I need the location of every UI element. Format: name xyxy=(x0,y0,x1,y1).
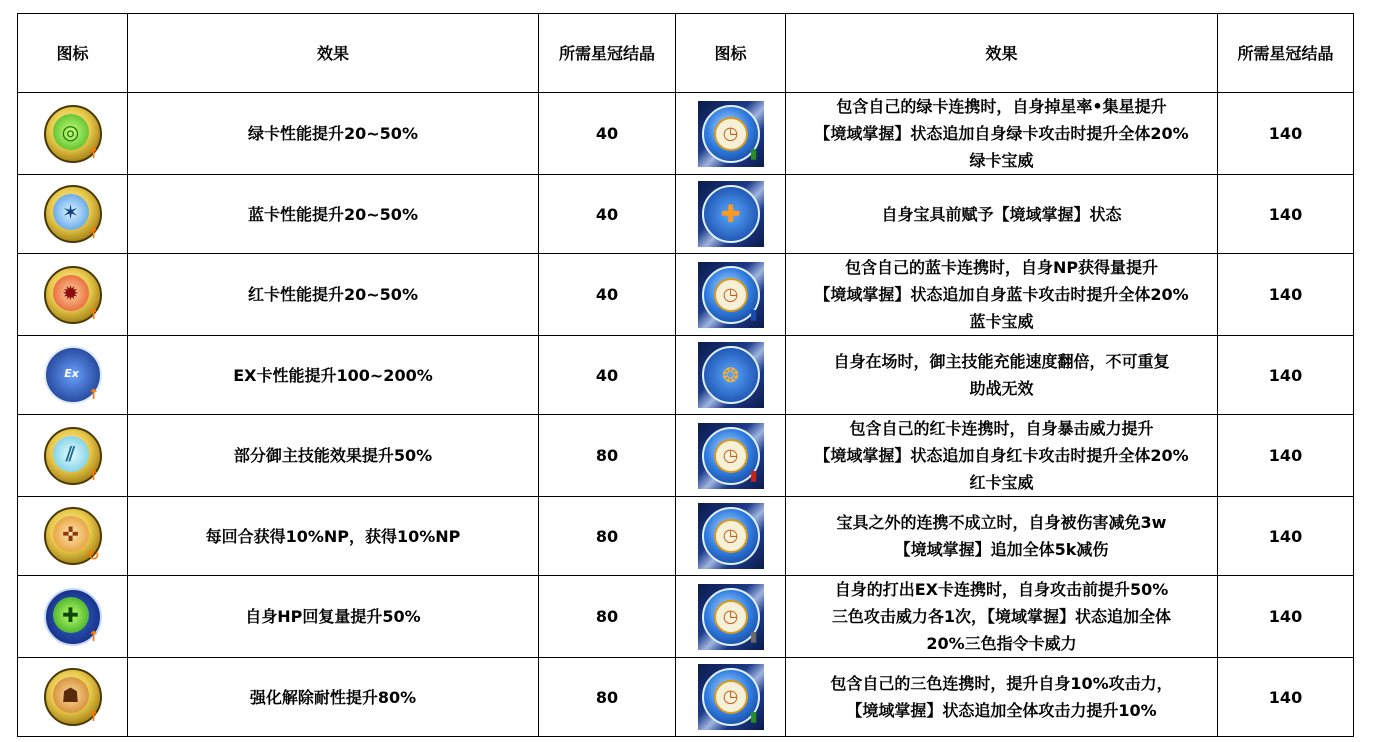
master-skill-effect-icon: ⫽ ↑ xyxy=(40,423,106,489)
cost-value: 40 xyxy=(539,254,676,336)
chain-stopwatch-blue-icon: ◷ ▮ xyxy=(698,262,764,328)
effect-text: 自身的打出EX卡连携时，自身攻击前提升50% 三色攻击威力各1次，【境域掌握】状态追加全体 20%三色指令卡威力 xyxy=(786,576,1218,658)
red-card-performance-icon: ✹ ↑ xyxy=(40,262,106,328)
effect-text: 绿卡性能提升20~50% xyxy=(128,93,539,175)
master-skill-charge-icon: ❂ xyxy=(698,342,764,408)
effect-text: 自身在场时，御主技能充能速度翻倍，不可重复 助战无效 xyxy=(786,336,1218,415)
cost-value: 140 xyxy=(1218,576,1354,658)
table-row xyxy=(18,336,1354,415)
effect-text: EX卡性能提升100~200% xyxy=(128,336,539,415)
cost-value: 40 xyxy=(539,93,676,175)
effect-text: 宝具之外的连携不成立时，自身被伤害减免3w 【境域掌握】追加全体5k减伤 xyxy=(786,497,1218,576)
blue-card-performance-icon: ✶ ↑ xyxy=(40,181,106,247)
chain-stopwatch-tricolor-icon: ◷ ▮ xyxy=(698,664,764,730)
cost-value: 140 xyxy=(1218,658,1354,737)
effect-text: 包含自己的绿卡连携时，自身掉星率•集星提升 【境域掌握】状态追加自身绿卡攻击时提升全体20% 绿卡宝威 xyxy=(786,93,1218,175)
effect-text: 每回合获得10%NP，获得10%NP xyxy=(128,497,539,576)
effect-text: 包含自己的蓝卡连携时，自身NP获得量提升 【境域掌握】状态追加自身蓝卡攻击时提升全体20% 蓝卡宝威 xyxy=(786,254,1218,336)
header-row xyxy=(18,14,1354,93)
cost-value: 80 xyxy=(539,415,676,497)
effect-text: 蓝卡性能提升20~50% xyxy=(128,175,539,254)
table-row xyxy=(18,254,1354,336)
cost-value: 40 xyxy=(539,175,676,254)
cost-value: 80 xyxy=(539,576,676,658)
effect-text: 自身HP回复量提升50% xyxy=(128,576,539,658)
table-row xyxy=(18,415,1354,497)
cost-value: 80 xyxy=(539,658,676,737)
effect-text: 自身宝具前赋予【境域掌握】状态 xyxy=(786,175,1218,254)
header-effect-right: 效果 xyxy=(786,14,1218,93)
crystal-effects-table xyxy=(17,13,1354,737)
table-row xyxy=(18,175,1354,254)
chain-stopwatch-ex-icon: ◷ ▮ xyxy=(698,584,764,650)
header-effect-left: 效果 xyxy=(128,14,539,93)
header-cost-right: 所需星冠结晶 xyxy=(1218,14,1354,93)
table-row xyxy=(18,93,1354,175)
cost-value: 80 xyxy=(539,497,676,576)
chain-stopwatch-red-icon: ◷ ▮ xyxy=(698,423,764,489)
effect-text: 红卡性能提升20~50% xyxy=(128,254,539,336)
cost-value: 140 xyxy=(1218,497,1354,576)
green-card-performance-icon: ◎ ↑ xyxy=(40,101,106,167)
debuff-resist-icon: ☗ ↑ xyxy=(40,664,106,730)
header-cost-left: 所需星冠结晶 xyxy=(539,14,676,93)
effect-text: 强化解除耐性提升80% xyxy=(128,658,539,737)
cost-value: 140 xyxy=(1218,175,1354,254)
chain-stopwatch-green-icon: ◷ ▮ xyxy=(698,101,764,167)
effect-text: 部分御主技能效果提升50% xyxy=(128,415,539,497)
extra-attack-icon: Ex ↑ xyxy=(40,342,106,408)
effect-text: 包含自己的红卡连携时，自身暴击威力提升 【境域掌握】状态追加自身红卡攻击时提升全体20% 红卡宝威 xyxy=(786,415,1218,497)
header-icon-right: 图标 xyxy=(676,14,786,93)
cost-value: 40 xyxy=(539,336,676,415)
np-gain-per-turn-icon: ✜ ↻ xyxy=(40,503,106,569)
table-row xyxy=(18,658,1354,737)
hp-recovery-icon: ✚ ↑ xyxy=(40,584,106,650)
cost-value: 140 xyxy=(1218,336,1354,415)
table-row xyxy=(18,497,1354,576)
header-icon-left: 图标 xyxy=(18,14,128,93)
cost-value: 140 xyxy=(1218,415,1354,497)
cost-value: 140 xyxy=(1218,254,1354,336)
table-row xyxy=(18,576,1354,658)
noble-phantasm-grant-icon: ✚ xyxy=(698,181,764,247)
cost-value: 140 xyxy=(1218,93,1354,175)
effect-text: 包含自己的三色连携时，提升自身10%攻击力， 【境域掌握】状态追加全体攻击力提升10% xyxy=(786,658,1218,737)
stopwatch-icon: ◷ xyxy=(698,503,764,569)
